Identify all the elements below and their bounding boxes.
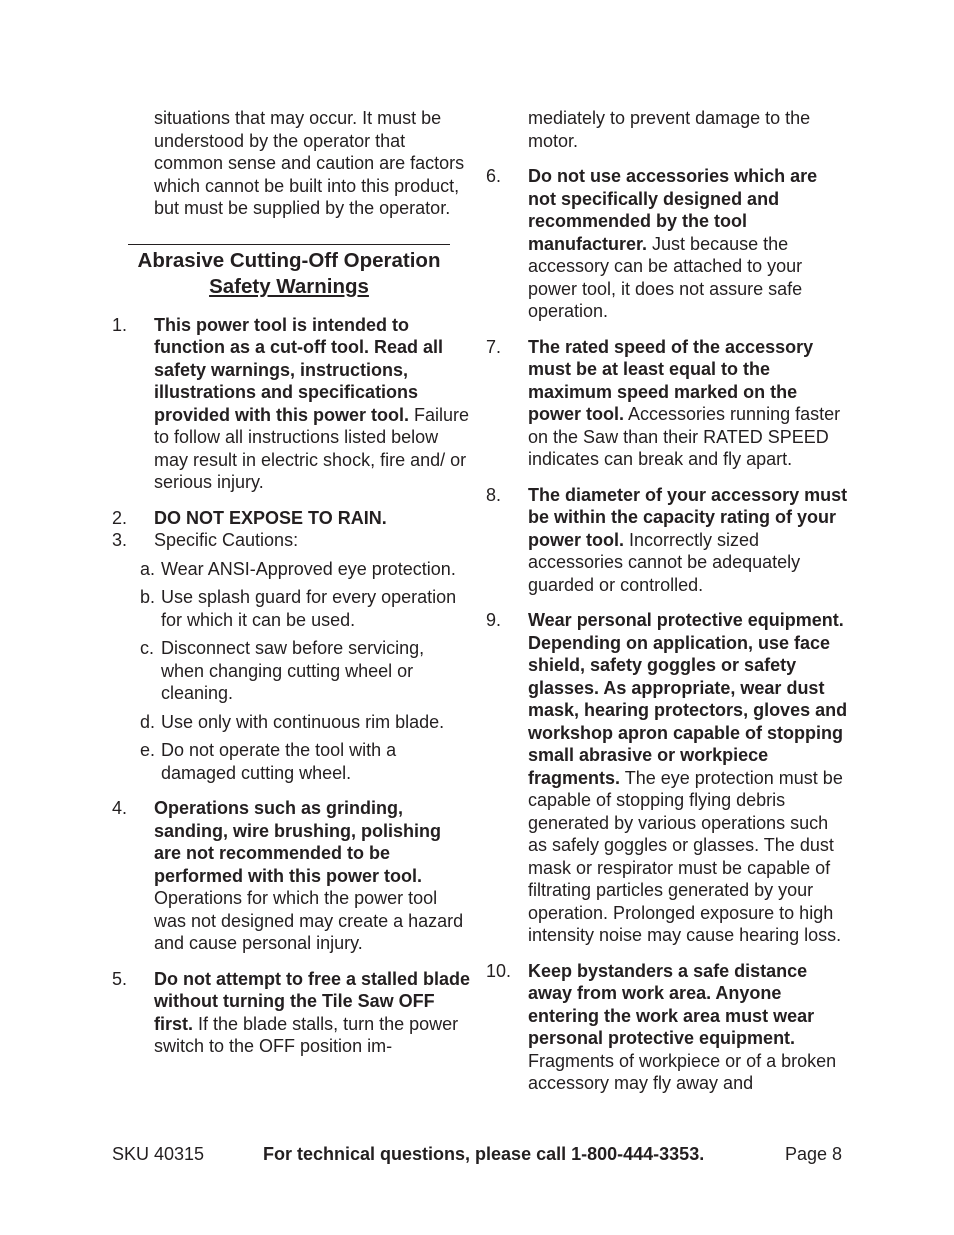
item-bold-text: Wear personal protective equipment. Depending on application, use face shield, safety goggles or safety glasses. As appropriate, wear dust mask, hearing protectors, gloves and workshop apron capable of stopping small abrasive or workpiece fragments. xyxy=(528,610,848,788)
item-bold-text: DO NOT EXPOSE TO RAIN. xyxy=(154,507,387,528)
warning-list-right xyxy=(486,165,848,1095)
specific-cautions-list xyxy=(140,558,472,785)
item-number: 3. xyxy=(112,530,128,550)
warning-item-4 xyxy=(112,797,472,955)
caution-item-a: a. Wear ANSI-Approved eye protection. xyxy=(140,558,456,579)
warning-item-5 xyxy=(112,968,472,1058)
item-bold-text: The rated speed of the accessory must be at least equal to the maximum speed marked on the power tool. xyxy=(528,336,814,424)
item-number: 7. xyxy=(486,336,502,357)
item-number: 4. xyxy=(112,798,128,818)
warning-item-9 xyxy=(486,609,848,947)
item-text: Just because the accessory can be attached to your power tool, it does not assure safe operation. xyxy=(528,233,803,321)
intro-paragraph: situations that may occur. It must be understood by the operator that common sense and caution are factors which cannot be built into this product, but must be supplied by the operator. xyxy=(154,108,465,218)
continued-paragraph: mediately to prevent damage to the motor. xyxy=(528,108,811,151)
item-number: 6. xyxy=(486,166,502,186)
item-number: 2. xyxy=(112,507,128,528)
item-bold-text: Do not attempt to free a stalled blade without turning the Tile Saw OFF first. xyxy=(154,968,471,1034)
item-text: Failure to follow all instructions listed below may result in electric shock, fire and/ or serious injury. xyxy=(154,404,470,492)
footer-sku: SKU 40315 xyxy=(112,1144,205,1164)
item-bold-text: Keep bystanders a safe distance away from work area. Anyone entering the work area must wear personal protective equipment. xyxy=(528,960,815,1048)
page-footer xyxy=(112,1142,842,1166)
item-text: Fragments of workpiece or of a broken accessory may fly away and xyxy=(528,1050,837,1093)
warning-item-1 xyxy=(112,314,472,494)
footer-tech-support: For technical questions, please call 1-800-444-3353. xyxy=(263,1144,705,1164)
item-number: 8. xyxy=(486,484,502,505)
right-column xyxy=(486,107,848,1095)
warning-item-7 xyxy=(486,336,848,471)
footer-page-number: Page 8 xyxy=(784,1144,842,1164)
warning-item-3 xyxy=(112,529,472,784)
caution-item-e: e. Do not operate the tool with a damaged cutting wheel. xyxy=(140,740,397,783)
item-text: Operations for which the power tool was not designed may create a hazard and cause personal injury. xyxy=(154,888,464,953)
item-text: If the blade stalls, turn the power switch to the OFF position im- xyxy=(154,1013,459,1056)
caution-item-d: d. Use only with continuous rim blade. xyxy=(140,711,445,732)
item-bold-text: This power tool is intended to function as a cut-off tool. Read all safety warnings, instructions, illustrations and specifications provided with this power tool. xyxy=(154,314,444,425)
item-number: 10. xyxy=(486,960,512,981)
item-number: 9. xyxy=(486,610,502,630)
item-bold-text: Do not use accessories which are not specifically designed and recommended by the tool manufacturer. xyxy=(528,166,818,254)
item-bold-text: The diameter of your accessory must be within the capacity rating of your power tool. xyxy=(528,484,848,550)
item-number: 5. xyxy=(112,968,128,989)
caution-item-b: b. Use splash guard for every operation for which it can be used. xyxy=(140,587,457,630)
item-number: 1. xyxy=(112,314,128,335)
warning-item-2 xyxy=(112,507,472,530)
left-column xyxy=(112,107,472,1058)
item-bold-text: Operations such as grinding, sanding, wire brushing, polishing are not recommended to be performed with this power tool. xyxy=(154,798,442,886)
warning-item-6 xyxy=(486,165,848,323)
heading-line-2: Safety Warnings xyxy=(209,274,369,298)
item-text: Accessories running faster on the Saw than their RATED SPEED indicates can break and fly apart. xyxy=(528,404,841,469)
item-text: The eye protection must be capable of stopping flying debris generated by various operations such as safely goggles or glasses. The dust mask or respirator must be capable of filtrating particles generated by your operation. Prolonged exposure to high intensity noise may cause hearing loss. xyxy=(528,767,843,945)
warning-item-8 xyxy=(486,484,848,597)
heading-line-1: Abrasive Cutting-Off Operation xyxy=(137,248,441,272)
warning-item-10 xyxy=(486,960,848,1095)
warning-list-left xyxy=(112,314,472,1058)
item-text: Specific Cautions: xyxy=(154,530,299,550)
section-heading xyxy=(128,244,450,300)
item-text: Incorrectly sized accessories cannot be adequately guarded or controlled. xyxy=(528,529,801,595)
caution-item-c: c. Disconnect saw before servicing, when changing cutting wheel or cleaning. xyxy=(140,638,425,703)
